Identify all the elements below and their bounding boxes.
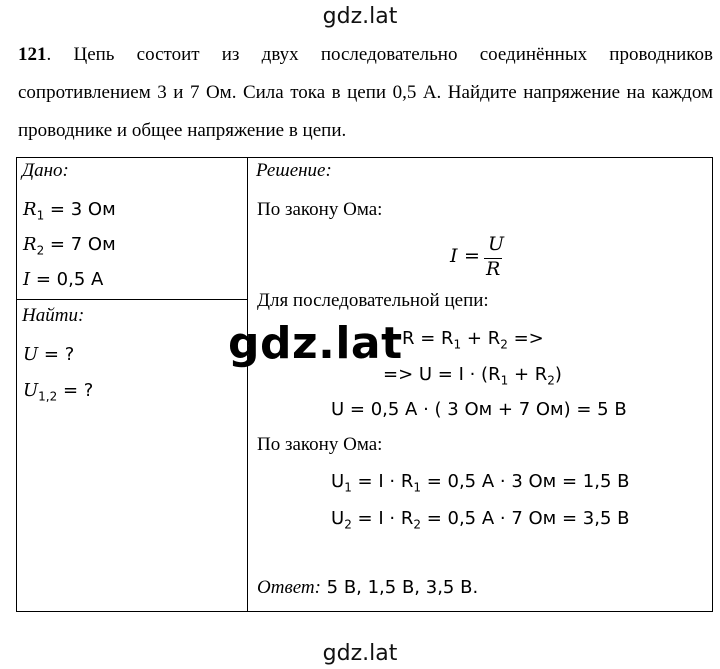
given-r2: $R_2 = 7$ Ом — [23, 234, 116, 258]
find-u: U = ? — [23, 344, 75, 365]
ohm-law-label-2: По закону Ома: — [257, 434, 383, 455]
given-r1: $R_1 = 3$ Ом — [23, 199, 116, 223]
given-header: Дано: — [22, 160, 69, 181]
problem-statement — [18, 36, 713, 150]
u1-equation: $U_1 = I \cdot R_1 = 0,5$ А · 3 Ом = 1,5 В — [331, 471, 630, 495]
problem-text: . Цепь состоит из двух последовательно соединённых проводников сопротивлением 3 и 7 Ом. Сила тока в цепи 0,5 А. Найдите напряжение на каждом проводнике и общее напряжение в цепи. — [18, 44, 713, 141]
series-eq-2: => $U = I \cdot (R_1 + R_2)$ — [383, 364, 562, 388]
given-current: I = 0,5 А — [23, 269, 104, 290]
watermark-center: gdz.lat — [228, 318, 403, 369]
table-divider-horizontal — [16, 299, 248, 300]
watermark-bottom: gdz.lat — [322, 641, 398, 666]
answer — [257, 577, 478, 599]
answer-value: 5 В, 1,5 В, 3,5 В. — [320, 577, 479, 598]
series-eq-1: $R = R_1 + R_2$ => — [402, 328, 544, 352]
series-label: Для последовательной цепи: — [257, 290, 489, 311]
u2-equation: $U_2 = I \cdot R_2 = 0,5$ А · 7 Ом = 3,5 В — [331, 508, 630, 532]
answer-label: Ответ: — [257, 577, 321, 598]
solution-header: Решение: — [256, 160, 332, 181]
table-divider-vertical — [247, 157, 248, 612]
find-header: Найти: — [22, 305, 85, 326]
find-u12: $U_{1,2}$ = ? — [23, 380, 94, 404]
problem-number: 121 — [18, 44, 47, 65]
solution-table — [16, 157, 713, 612]
ohm-law-label-1: По закону Ома: — [257, 199, 383, 220]
series-eq-3: U = 0,5 А · ( 3 Ом + 7 Ом) = 5 В — [331, 399, 627, 420]
watermark-top: gdz.lat — [322, 4, 398, 29]
